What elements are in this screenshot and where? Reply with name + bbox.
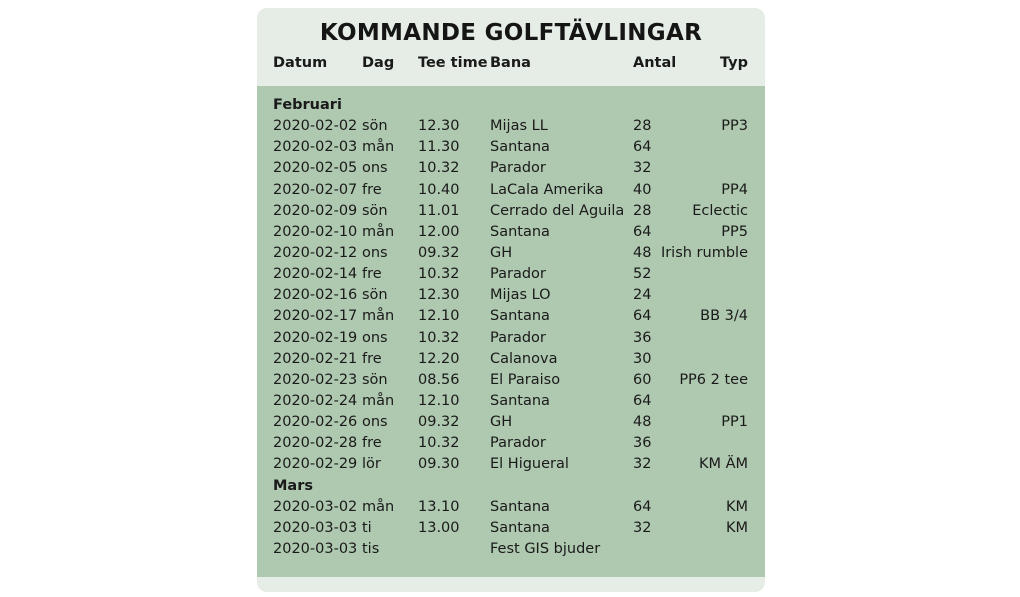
cell-day: lör — [362, 456, 381, 473]
cell-date: 2020-02-17 — [273, 308, 358, 325]
table-row — [257, 328, 765, 349]
cell-tee-time: 12.30 — [418, 118, 460, 135]
cell-count: 64 — [633, 392, 652, 409]
cell-tee-time: 10.32 — [418, 435, 460, 452]
cell-course: Santana — [490, 498, 550, 515]
cell-day: fre — [362, 266, 382, 283]
cell-count: 32 — [633, 456, 652, 473]
cell-tee-time: 12.10 — [418, 392, 460, 409]
cell-date: 2020-02-02 — [273, 118, 358, 135]
cell-day: sön — [362, 371, 388, 388]
cell-date: 2020-02-24 — [273, 392, 358, 409]
cell-tee-time: 13.10 — [418, 498, 460, 515]
table-row — [257, 158, 765, 179]
cell-course: Fest GIS bjuder — [490, 540, 601, 557]
cell-course: Mijas LO — [490, 287, 551, 304]
cell-course: Parador — [490, 329, 546, 346]
cell-count: 48 — [633, 414, 652, 431]
cell-tee-time: 08.56 — [418, 371, 460, 388]
table-row — [257, 370, 765, 391]
cell-tee-time: 09.32 — [418, 414, 460, 431]
table-row — [257, 180, 765, 201]
col-tee-time: Tee time — [418, 55, 488, 71]
cell-tee-time: 10.40 — [418, 181, 460, 198]
cell-tee-time: 12.30 — [418, 287, 460, 304]
page-title: KOMMANDE GOLFTÄVLINGAR — [319, 20, 703, 46]
cell-date: 2020-02-28 — [273, 435, 358, 452]
cell-type: KM ÄM — [698, 456, 748, 473]
cell-course: Parador — [490, 435, 546, 452]
cell-course: Santana — [490, 308, 550, 325]
cell-date: 2020-02-29 — [273, 456, 358, 473]
cell-day: ons — [362, 160, 388, 177]
cell-day: mån — [362, 223, 395, 240]
cell-course: Cerrado del Aguila — [490, 202, 625, 219]
table-row — [257, 539, 765, 560]
cell-tee-time: 10.32 — [418, 329, 460, 346]
cell-tee-time: 10.32 — [418, 266, 460, 283]
month-heading — [257, 95, 765, 116]
cell-course: Santana — [490, 392, 550, 409]
cell-day: ons — [362, 244, 388, 261]
cell-date: 2020-03-03 — [273, 540, 358, 557]
table-row — [257, 391, 765, 412]
cell-tee-time: 12.00 — [418, 223, 460, 240]
cell-day: mån — [362, 308, 395, 325]
cell-course: Santana — [490, 139, 550, 156]
table-rows — [257, 95, 765, 560]
cell-day: sön — [362, 287, 388, 304]
cell-tee-time: 09.30 — [418, 456, 460, 473]
cell-date: 2020-02-16 — [273, 287, 358, 304]
cell-course: Mijas LL — [490, 118, 548, 135]
cell-count: 32 — [633, 519, 652, 536]
cell-day: mån — [362, 139, 395, 156]
cell-course: Calanova — [490, 350, 558, 367]
col-datum: Datum — [273, 55, 328, 71]
cell-date: 2020-02-12 — [273, 244, 358, 261]
cell-date: 2020-02-09 — [273, 202, 358, 219]
cell-date: 2020-02-07 — [273, 181, 358, 198]
cell-count: 64 — [633, 498, 652, 515]
cell-type: PP4 — [721, 181, 748, 198]
cell-date: 2020-02-14 — [273, 266, 358, 283]
table-row — [257, 243, 765, 264]
cell-date: 2020-02-05 — [273, 160, 358, 177]
table-row — [257, 222, 765, 243]
cell-day: fre — [362, 181, 382, 198]
cell-type: PP6 2 tee — [679, 371, 748, 388]
table-row — [257, 201, 765, 222]
cell-type: Eclectic — [692, 202, 748, 219]
cell-count: 40 — [633, 181, 652, 198]
cell-count: 64 — [633, 308, 652, 325]
cell-date: 2020-02-03 — [273, 139, 358, 156]
cell-course: Parador — [490, 266, 546, 283]
cell-count: 60 — [633, 371, 652, 388]
cell-count: 52 — [633, 266, 652, 283]
col-bana: Bana — [490, 55, 531, 71]
cell-tee-time: 13.00 — [418, 519, 460, 536]
table-row — [257, 412, 765, 433]
cell-day: sön — [362, 202, 388, 219]
cell-course: Santana — [490, 223, 550, 240]
table-row — [257, 264, 765, 285]
cell-day: mån — [362, 392, 395, 409]
cell-count: 28 — [633, 118, 652, 135]
table-header — [257, 55, 765, 75]
col-antal: Antal — [633, 55, 677, 71]
cell-day: mån — [362, 498, 395, 515]
cell-course: El Higueral — [490, 456, 569, 473]
table-row — [257, 137, 765, 158]
table-row — [257, 518, 765, 539]
cell-course: Parador — [490, 160, 546, 177]
cell-day: fre — [362, 350, 382, 367]
table-row — [257, 497, 765, 518]
table-row — [257, 285, 765, 306]
cell-type: BB 3/4 — [700, 308, 748, 325]
cell-tee-time: 11.30 — [418, 139, 460, 156]
cell-count: 64 — [633, 223, 652, 240]
cell-count: 28 — [633, 202, 652, 219]
cell-tee-time: 12.10 — [418, 308, 460, 325]
month-label: Mars — [273, 477, 313, 494]
cell-type: Irish rumble — [660, 244, 748, 261]
cell-day: fre — [362, 435, 382, 452]
cell-day: tis — [362, 540, 380, 557]
cell-course: LaCala Amerika — [490, 181, 604, 198]
cell-type: PP5 — [721, 223, 748, 240]
cell-tee-time: 10.32 — [418, 160, 460, 177]
col-typ: Typ — [719, 55, 748, 71]
cell-count: 36 — [633, 329, 652, 346]
cell-day: ons — [362, 414, 388, 431]
cell-course: El Paraiso — [490, 371, 561, 388]
cell-course: GH — [490, 244, 513, 261]
cell-count: 64 — [633, 139, 652, 156]
cell-date: 2020-03-03 — [273, 519, 358, 536]
cell-tee-time: 11.01 — [418, 202, 460, 219]
table-body — [257, 86, 765, 577]
cell-day: ons — [362, 329, 388, 346]
cell-type: PP1 — [721, 414, 748, 431]
cell-count: 24 — [633, 287, 652, 304]
cell-count: 36 — [633, 435, 652, 452]
cell-date: 2020-03-02 — [273, 498, 358, 515]
cell-count: 30 — [633, 350, 652, 367]
cell-count: 32 — [633, 160, 652, 177]
cell-type: PP3 — [721, 118, 748, 135]
cell-type: KM — [725, 519, 748, 536]
cell-date: 2020-02-10 — [273, 223, 358, 240]
cell-date: 2020-02-26 — [273, 414, 358, 431]
table-row — [257, 349, 765, 370]
cell-count: 48 — [633, 244, 652, 261]
cell-date: 2020-02-19 — [273, 329, 358, 346]
competition-card — [257, 8, 765, 592]
table-row — [257, 454, 765, 475]
cell-day: sön — [362, 118, 388, 135]
cell-course: GH — [490, 414, 513, 431]
cell-course: Santana — [490, 519, 550, 536]
month-label: Februari — [273, 97, 342, 113]
cell-tee-time: 12.20 — [418, 350, 460, 367]
cell-date: 2020-02-21 — [273, 350, 358, 367]
table-row — [257, 116, 765, 137]
cell-tee-time: 09.32 — [418, 244, 460, 261]
table-row — [257, 306, 765, 327]
cell-day: ti — [362, 519, 372, 536]
cell-date: 2020-02-23 — [273, 371, 358, 388]
cell-type: KM — [725, 498, 748, 515]
col-dag: Dag — [362, 55, 395, 71]
month-heading — [257, 476, 765, 497]
table-row — [257, 433, 765, 454]
